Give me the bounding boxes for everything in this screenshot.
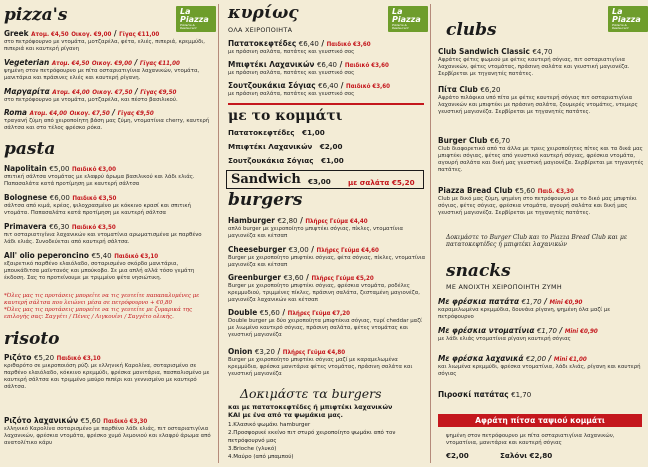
afrati-desc: ψημένη στον πετρόφουρνο με πίτα οσταριατιγίνια λαχανικών, ντοματίνια, μανιτάρια και καυτερή σόγιας [446, 433, 615, 446]
section-subtitle: ΟΛΑ ΧΕΙΡΟΠΟΙΗΤΑ [228, 26, 293, 34]
try-burgers-line: και με πατατοκεφτέδες ή μπιφτέκι λαχανικών [228, 403, 393, 411]
menu-item: Σουτζουκάκια Σόγιας €6,40 / Παιδικό €3,60 με πράσινη σαλάτα, πατάτες και γευστικό σος [228, 80, 391, 97]
clubs-note: Δοκιμάστε το Burger Club και το Piazza Bread Club και με πατατοκεφτέδες ή μπιφτέκι λαχανικών [446, 234, 628, 248]
section-title-kommati: με το κομμάτι [228, 108, 343, 124]
menu-item: Μαργαρίτα Ατομ. €4,00 Οικογ. €7,50 / Γίγας €9,50 στο πετρόφουρνο με ντομάτα, μοτζαρέλα, και πέστο βασιλικού. [4, 86, 178, 103]
sandwich-salad: με σαλάτα €5,20 [348, 178, 415, 187]
bread-option: 3.Brioche (γλυκό) [228, 446, 277, 452]
la-piazza-logo: La Piazza Pizzeria & Restaurant [388, 6, 428, 32]
column-divider [218, 4, 219, 463]
menu-item: Hamburger €2,80 / Πλήρες Γεύμα €4,40 απλό burger με χειροποίητο μπιφτέκι σόγιας, πίκλες, ντοματίνια μαγιονέζα και κέτσαπ [228, 215, 404, 239]
menu-row: Μπιφτέκι Λαχανικών €2,00 [228, 142, 343, 151]
menu-item: Club Sandwich Classic €4,70 Αφράτες φέτες ψωμιού με φέτες καυτερή σόγιας, πιτ οσταριατιγίνια λαχανικών, φέτες ντομάτας, πράσινη σαλάτα και γευστική μαγιονέζα. Σερβίρεται με τηγανητές πατάτες. [438, 46, 630, 77]
afrati-pizza-banner: Αφράτη πίτσα ταψιού κομμάτι [438, 414, 642, 427]
pasta-note: *Όλες μας τις προτάσεις μπορείτε να τις γευτείτε παπαπαλυμένες με καυτερή σάλτσα που λειώνει μέσα σε πετρόφουρνο + €0,80 *Όλες μας τις προτάσεις μπορείτε να τις γευτείτε με ζυμαρικά της επιλογής σας: Σαγγέτι / Πένες / Λιγκουίνι / Σαγγέτο ολικής. [4, 293, 200, 320]
section-subtitle: ΜΕ ΑΝΟΙΧΤΗ ΧΕΙΡΟΠΟΙΗΤΗ ΖΥΜΗ [446, 283, 562, 291]
menu-item: Με φρέσκα λαχανικά €2,00 / Mini €1,00 και λιωμένα κρεμμύδι, φρέσκα ντοματίνια, λάδι ελιάς, ρίγανη και καυτερή σόγιας [438, 353, 641, 377]
bread-option: 1.Κλασικό ψωμάκι hamburger [228, 422, 311, 428]
menu-item: Πιροσκί πατάτας €1,70 [438, 389, 532, 399]
section-title-risoto: risoto [4, 329, 60, 349]
menu-item: All' olio peperoncino €5,40 Παιδικό €3,10 εξαιρετικό παρθένο ελαιόλαδο, σοταρισμένο σκόρδο μανιτάρια, μπουκάδιτσα μαϊντανός και μπούκοβο. Σε μια απλή αλλά τόσο γεμάτη έκδοση. Σας το προτείνουμε με τριμμένο φέτα νησιώτικη. [4, 250, 195, 281]
sandwich-name: Sandwich [231, 172, 301, 187]
menu-row: Πατατοκεφτέδες €1,00 [228, 128, 325, 137]
menu-item: Vegeterian Ατομ. €4,50 Οικογ. €9,00 / Γίγας €11,00 ψημένη στον πετρόφουρνο με πίτα οσταριατιγίνια λαχανικών, ντομάτα, μανιτάρια και πράσινες ελιές και καυτερή ρίγανη. [4, 57, 200, 81]
la-piazza-logo: La Piazza Pizzeria & Restaurant [608, 6, 648, 32]
afrati-price: €2,00 [446, 451, 469, 460]
menu-item: Bolognese €6,00 Παιδικό €3,50 σάλτσα από κιμά, κρέας, ψιλοχρασμένο με κόκκινο κρασί και σπιτική ντομάτα. Παπασαλάτα κατά προτίμηση με καυτερή σάλτσα [4, 192, 191, 216]
section-title-pizzas: pizza's [4, 5, 68, 25]
menu-item: Roma Ατομ. €4,00 Οικογ. €7,50 / Γίγας €9,50 τραγανή ζύμη από χειροποίητη βάση μας ζύμη, ντοματίνια cherry, καυτερή σάλτσα και στο τέλος φρέσκο ρόκα. [4, 107, 210, 131]
menu-item: Onion €3,20 / Πλήρες Γεύμα €4,80 Burger με χειροποίητο μπιφτέκι σόγιας μαζί με καραμελωμένα κρεμμύδια, φρέσκα μανιτάρια φέτες ντομάτας, πράσινη σαλάτα και γευστική μαγιονέζα [228, 346, 413, 377]
section-title-burgers: burgers [228, 190, 303, 210]
bread-option: 4.Μαύρο (από μπαμπού) [228, 454, 294, 460]
menu-item: Με φρέσκια πατάτα €1,70 / Mini €0,90 καραμελωμένα κρεμμύδια, δουνάια ρίγανη, ψημένη όλα μαζί με πετρόφουρνο [438, 296, 611, 320]
menu-item: Greenburger €3,60 / Πλήρες Γεύμα €5,20 Burger με χειροποίητο μπιφτέκι σόγιας, φρέσκια ντομάτα, ροδέλες κρεμμυδιού, τριμμένες πίκλες, πράσινη σαλάτα, ζεσταμένη μαγιονέζα, μαγιονέζα λαχανικών και κέτσαπ [228, 272, 420, 303]
menu-item: Μπιφτέκι Λαχανικών €6,40 / Παιδικό €3,60 με πράσινη σαλάτα, πατάτες και γευστικό σος [228, 59, 389, 76]
column-right [432, 0, 648, 467]
column-left [0, 0, 216, 467]
la-piazza-logo: La Piazza Pizzeria & Restaurant [176, 6, 216, 32]
menu-item: Πίτα Club €6,20 Αφράτο πιλάφικα υπό πίτα με φέτες καυτερή σόγιας πιτ οσταριατιγίνια λαχανικών και μπιφτέκι με πράσινη σαλάτα, ζουμερές ντομάτες, ντεμερς γευστική μαγιονέζα. Σερβίρεται με τηγανητές πατάτες. [438, 84, 638, 115]
section-title-clubs: clubs [446, 20, 497, 40]
column-divider [430, 4, 431, 463]
menu-item: Ριζότο €5,20 Παιδικό €3,10 κριθαρότο σε μικροποιόση ρύζι με ελληνική Καρολίνα, σοταρισμένο σε παρθένο ελαιόλαδο, κόκκινο κρεμμύδι, φρέσκα μανιτάρια, πασπαλισμένο με καυτερή σάλτσα και τριμμένο μαύρο πιπέρι και γεννισμένο με καυτερό σάλτσα. [4, 352, 210, 390]
section-title-snacks: snacks [446, 261, 511, 281]
menu-item: Piazza Bread Club €5,60 Παιδ. €3,30 Club με δικό μας ζύμη, ψημένη στο πετρόφουρνο με το δικό μας μπιφτέκι σόγιας, φέτες σόγιας, φρέσκια ντομάτα, αγουρή σαλάτα και δική μας γευστική μαγιονέζα. Σερβίρεται με τηγανητές πατάτες. [438, 185, 637, 216]
menu-row: Σουτζουκάκια Σόγιας €1,00 [228, 156, 344, 165]
try-burgers-heading: Δοκιμάστε τα burgers [240, 386, 382, 401]
menu-item: Burger Club €6,70 Club διαφορετικό από τα άλλα με τρεις χειροποίητες πίτες και τα δικά μας μπιφτέκι σόγιας, φέτες από γευστικό καυτερή σόγιας, φρέσκια ντομάτα, αγουρή σαλάτα και δική μας γευστική μαγιονέζα. Σερβίρεται με τηγανητές πατάτες. [438, 135, 644, 173]
menu-item: Napolitain €5,00 Παιδικό €3,00 σπιτική σάλτσα ντομάτας με ελαφρύ άρωμα βασιλικού και λάδι ελιάς. Παπασαλάτα κατά προτίμηση με καυτερή σάλτσα [4, 163, 195, 187]
menu-item: Cheeseburger €3,00 / Πλήρες Γεύμα €4,60 Burger με χειροποίητο μπιφτέκι σόγιας, φέτα σόγιας, πίκλες, ντοματίνια μαγιονέζα και κέτσαπ [228, 244, 426, 268]
afrati-large-price: Σαλόνι €2,80 [500, 451, 553, 460]
menu-item: Double €5,60 / Πλήρες Γεύμα €7,20 Double burger με δύο χειροποίητα μπιφτέκια σόγιας, τυρί cheddar μαζί με λιωμένο καυτερό σόγιας, πράσινη σαλάτα, φέτες ντομάτας και γευστική μαγιονέζα [228, 307, 422, 338]
column-middle [222, 0, 428, 467]
section-title-pasta: pasta [4, 139, 56, 159]
bread-option: 2.Προσφορικέ εκείνο πιτ στυρό χειροποίητο ψωμάκι από τον πετρόφουρνό μας [228, 430, 396, 444]
try-burgers-line: ΚΑΙ με ένα από τα ψωμάκια μας. [228, 411, 343, 419]
sandwich-price: €3,00 [308, 177, 331, 186]
menu-item: Primavera €6,30 Παιδικό €3,50 πιτ οσταριατιγίνια λαχανικών και ντοματίνια αρωματισμένα με παρθένο λάδι ελιάς. Συνοδεύεται από καυτερή σάλτσα. [4, 221, 202, 245]
menu-item: Ριζότο λαχανικών €5,60 Παιδικό €3,30 ελληνικό Καρολίνα σοταρισμένο με παρθένο λάδι ελιάς, πιτ οσταριατιγίνια λαχανικών, φρέσκια ντομάτα, φρέσκο χυμό λεμονιού και ελαφρύ άρωμα από ανατολίτικο κάρυ [4, 415, 211, 446]
menu-item: Greek Ατομ. €4,50 Οικογ. €9,00 / Γίγας €11,00 στο πετρόφουρνο με ντομάτα, μοτζαρέλα, φέτα, ελιές, πιπεριά, κρεμμύδι, πιπεριά και καυτερή ρίγανη [4, 28, 205, 52]
menu-item: Με φρέσκια ντοματίνια €1,70 / Mini €0,90 με λάδι ελιάς ντοματίνια ρίγανη καυτερή σόγιας [438, 325, 598, 342]
divider [228, 103, 424, 105]
section-title-kyrios: κυρίως [228, 3, 299, 23]
menu-item: Πατατοκεφτέδες €6,40 / Παιδικό €3,60 με πράσινη σαλάτα, πατάτες και γευστικό σος [228, 38, 371, 55]
